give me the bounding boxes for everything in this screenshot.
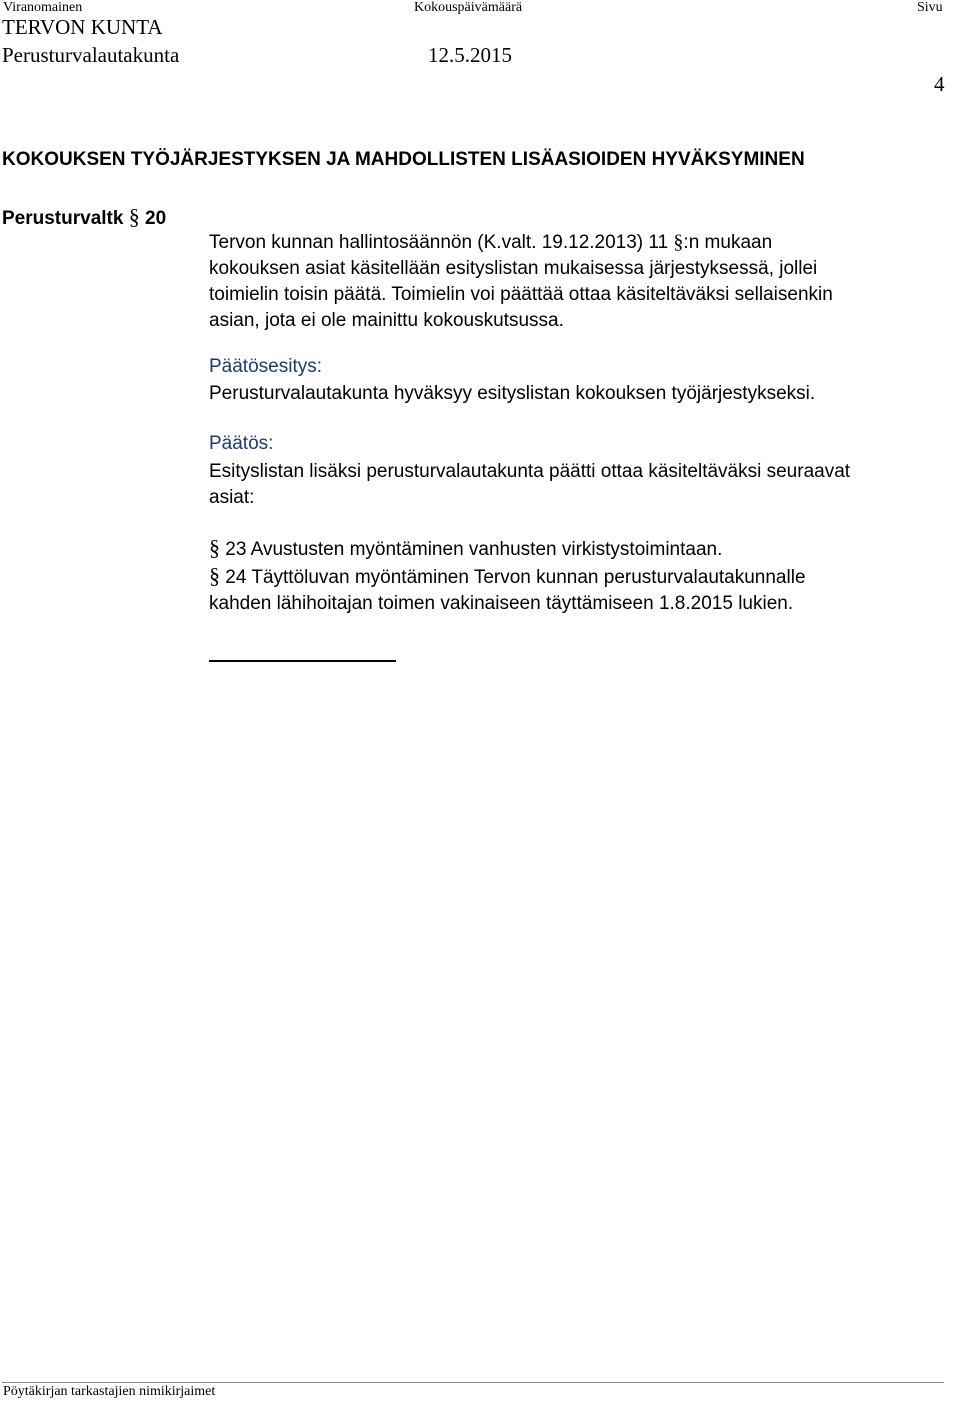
end-rule	[209, 660, 396, 662]
list-item: § 23 Avustusten myöntäminen vanhusten virkistystoimintaan.	[209, 535, 723, 560]
section-symbol: §	[209, 563, 220, 588]
page-title: KOKOUKSEN TYÖJÄRJESTYKSEN JA MAHDOLLISTEN LISÄASIOIDEN HYVÄKSYMINEN	[2, 149, 805, 170]
section-body: Perusturvaltk	[2, 208, 124, 229]
intro-paragraph	[209, 229, 954, 334]
proposal-text: Perusturvalautakunta hyväksyy esityslistan kokouksen työjärjestykseksi.	[209, 383, 816, 404]
decision-line: Esityslistan lisäksi perusturvalautakunta päätti ottaa käsiteltäväksi seuraavat	[209, 461, 851, 482]
header-meeting-date-label: Kokouspäivämäärä	[414, 0, 523, 15]
intro-line: Tervon kunnan hallintosäännön (K.valt. 19.12.2013) 11 §:n mukaan	[209, 231, 773, 253]
decision-items	[209, 535, 954, 617]
section-symbol: §	[209, 535, 220, 560]
header-authority-label: Viranomainen	[3, 0, 83, 15]
intro-line: asian, jota ei ole mainittu kokouskutsussa.	[209, 310, 564, 331]
decision-paragraph	[209, 459, 954, 511]
decision-line: asiat:	[209, 487, 255, 508]
section-symbol: §	[128, 204, 140, 229]
intro-line: kokouksen asiat käsitellään esityslistan mukaisessa järjestyksessä, jollei	[209, 258, 818, 279]
proposal-label: Päätösesitys:	[209, 356, 322, 377]
footer-signature-label: Pöytäkirjan tarkastajien nimikirjaimet	[3, 1384, 216, 1399]
list-item-continuation: kahden lähihoitajan toimen vakinaiseen täyttämiseen 1.8.2015 lukien.	[209, 593, 794, 614]
intro-line: toimielin toisin päätä. Toimielin voi päättää ottaa käsiteltäväksi sellaisenkin	[209, 284, 833, 305]
section-reference	[2, 204, 166, 230]
header-municipality: TERVON KUNTA	[2, 15, 163, 39]
decision-label: Päätös:	[209, 433, 274, 454]
header-board: Perusturvalautakunta	[2, 43, 180, 67]
footer-divider	[2, 1382, 944, 1383]
section-number: 20	[145, 208, 167, 229]
header-date: 12.5.2015	[428, 43, 512, 67]
header-page-label: Sivu	[917, 0, 943, 15]
page-number: 4	[934, 72, 945, 96]
list-item: § 24 Täyttöluvan myöntäminen Tervon kunnan perusturvalautakunnalle	[209, 563, 806, 588]
section-symbol: §	[673, 231, 684, 253]
